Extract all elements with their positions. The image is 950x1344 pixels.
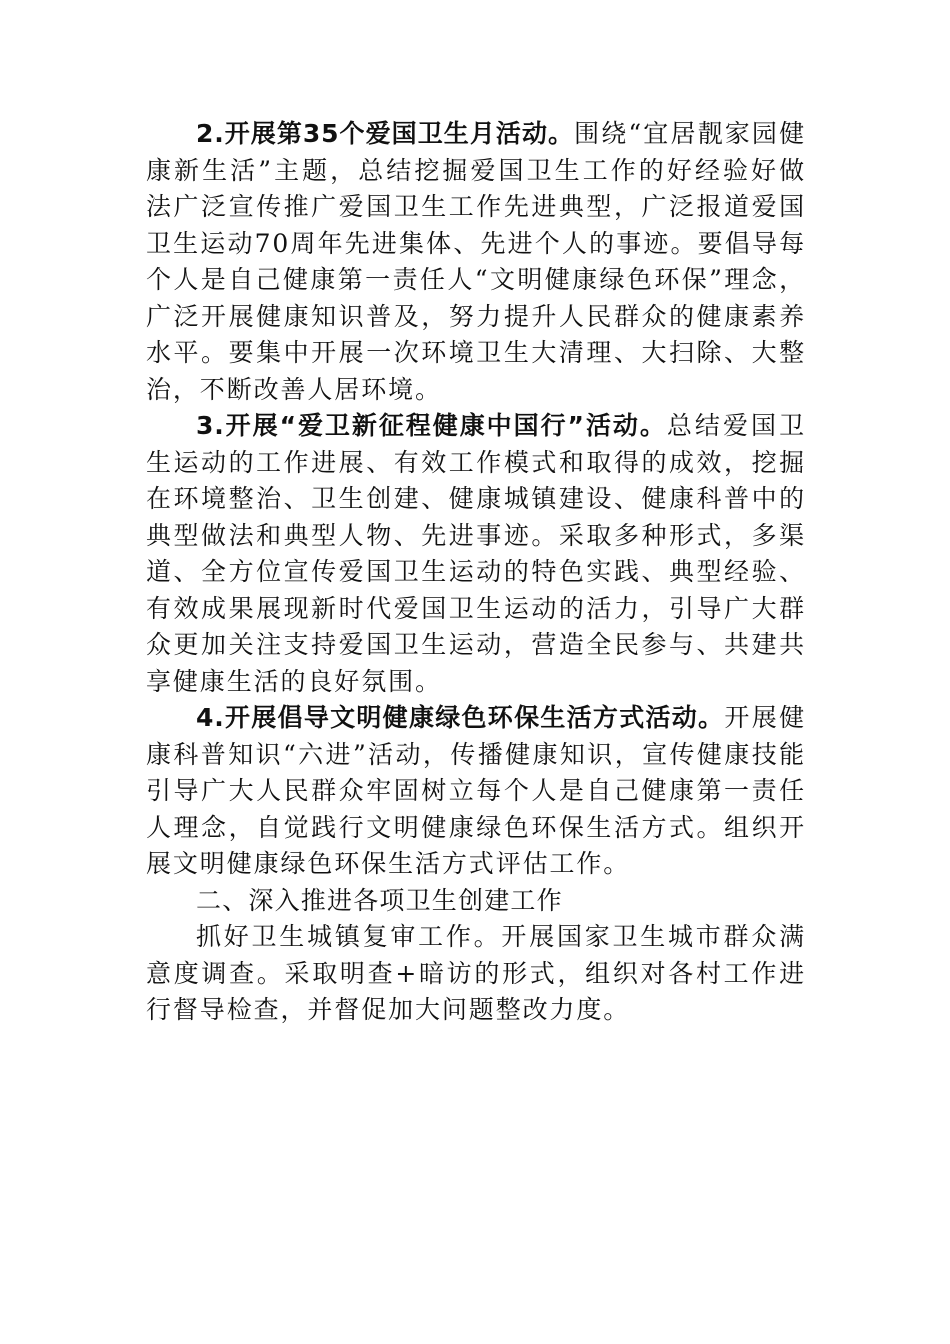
document-body <box>146 116 806 1029</box>
paragraph-text: 总结爱国卫生运动的工作进展、有效工作模式和取得的成效，挖掘在环境整治、卫生创建、健康城镇建设、健康科普中的典型做法和典型人物、先进事迹。采取多种形式，多渠道、全方位宣传爱国卫生运动的特色实践、典型经验、有效成果展现新时代爱国卫生运动的活力，引导广大群众更加关注支持爱国卫生运动，营造全民参与、共建共享健康生活的良好氛围。 <box>146 411 806 696</box>
paragraph-new-journey-campaign <box>146 408 806 700</box>
section-heading: 二、深入推进各项卫生创建工作 <box>196 885 563 915</box>
paragraph-patriotic-health-month <box>146 116 806 408</box>
paragraph-city-review: 抓好卫生城镇复审工作。开展国家卫生城市群众满意度调查。采取明查+暗访的形式，组织对各村工作进行督导检查，并督促加大问题整改力度。 <box>146 922 806 1024</box>
paragraph-green-lifestyle-campaign <box>146 700 806 883</box>
paragraph-lead: 3.开展“爱卫新征程健康中国行”活动。 <box>196 411 667 440</box>
paragraph-text: 围绕“宜居靓家园健康新生活”主题，总结挖掘爱国卫生工作的好经验好做法广泛宣传推广爱国卫生工作先进典型，广泛报道爱国卫生运动70周年先进集体、先进个人的事迹。要倡导每个人是自己健康第一责任人“文明健康绿色环保”理念，广泛开展健康知识普及，努力提升人民群众的健康素养水平。要集中开展一次环境卫生大清理、大扫除、大整治，不断改善人居环境。 <box>146 119 806 404</box>
paragraph-lead: 2.开展第35个爱国卫生月活动。 <box>196 119 575 148</box>
paragraph-text: 开展健康科普知识“六进”活动，传播健康知识，宣传健康技能引导广大人民群众牢固树立每个人是自己健康第一责任人理念，自觉践行文明健康绿色环保生活方式。组织开展文明健康绿色环保生活方式评估工作。 <box>146 703 806 878</box>
paragraph-lead: 4.开展倡导文明健康绿色环保生活方式活动。 <box>196 703 725 732</box>
